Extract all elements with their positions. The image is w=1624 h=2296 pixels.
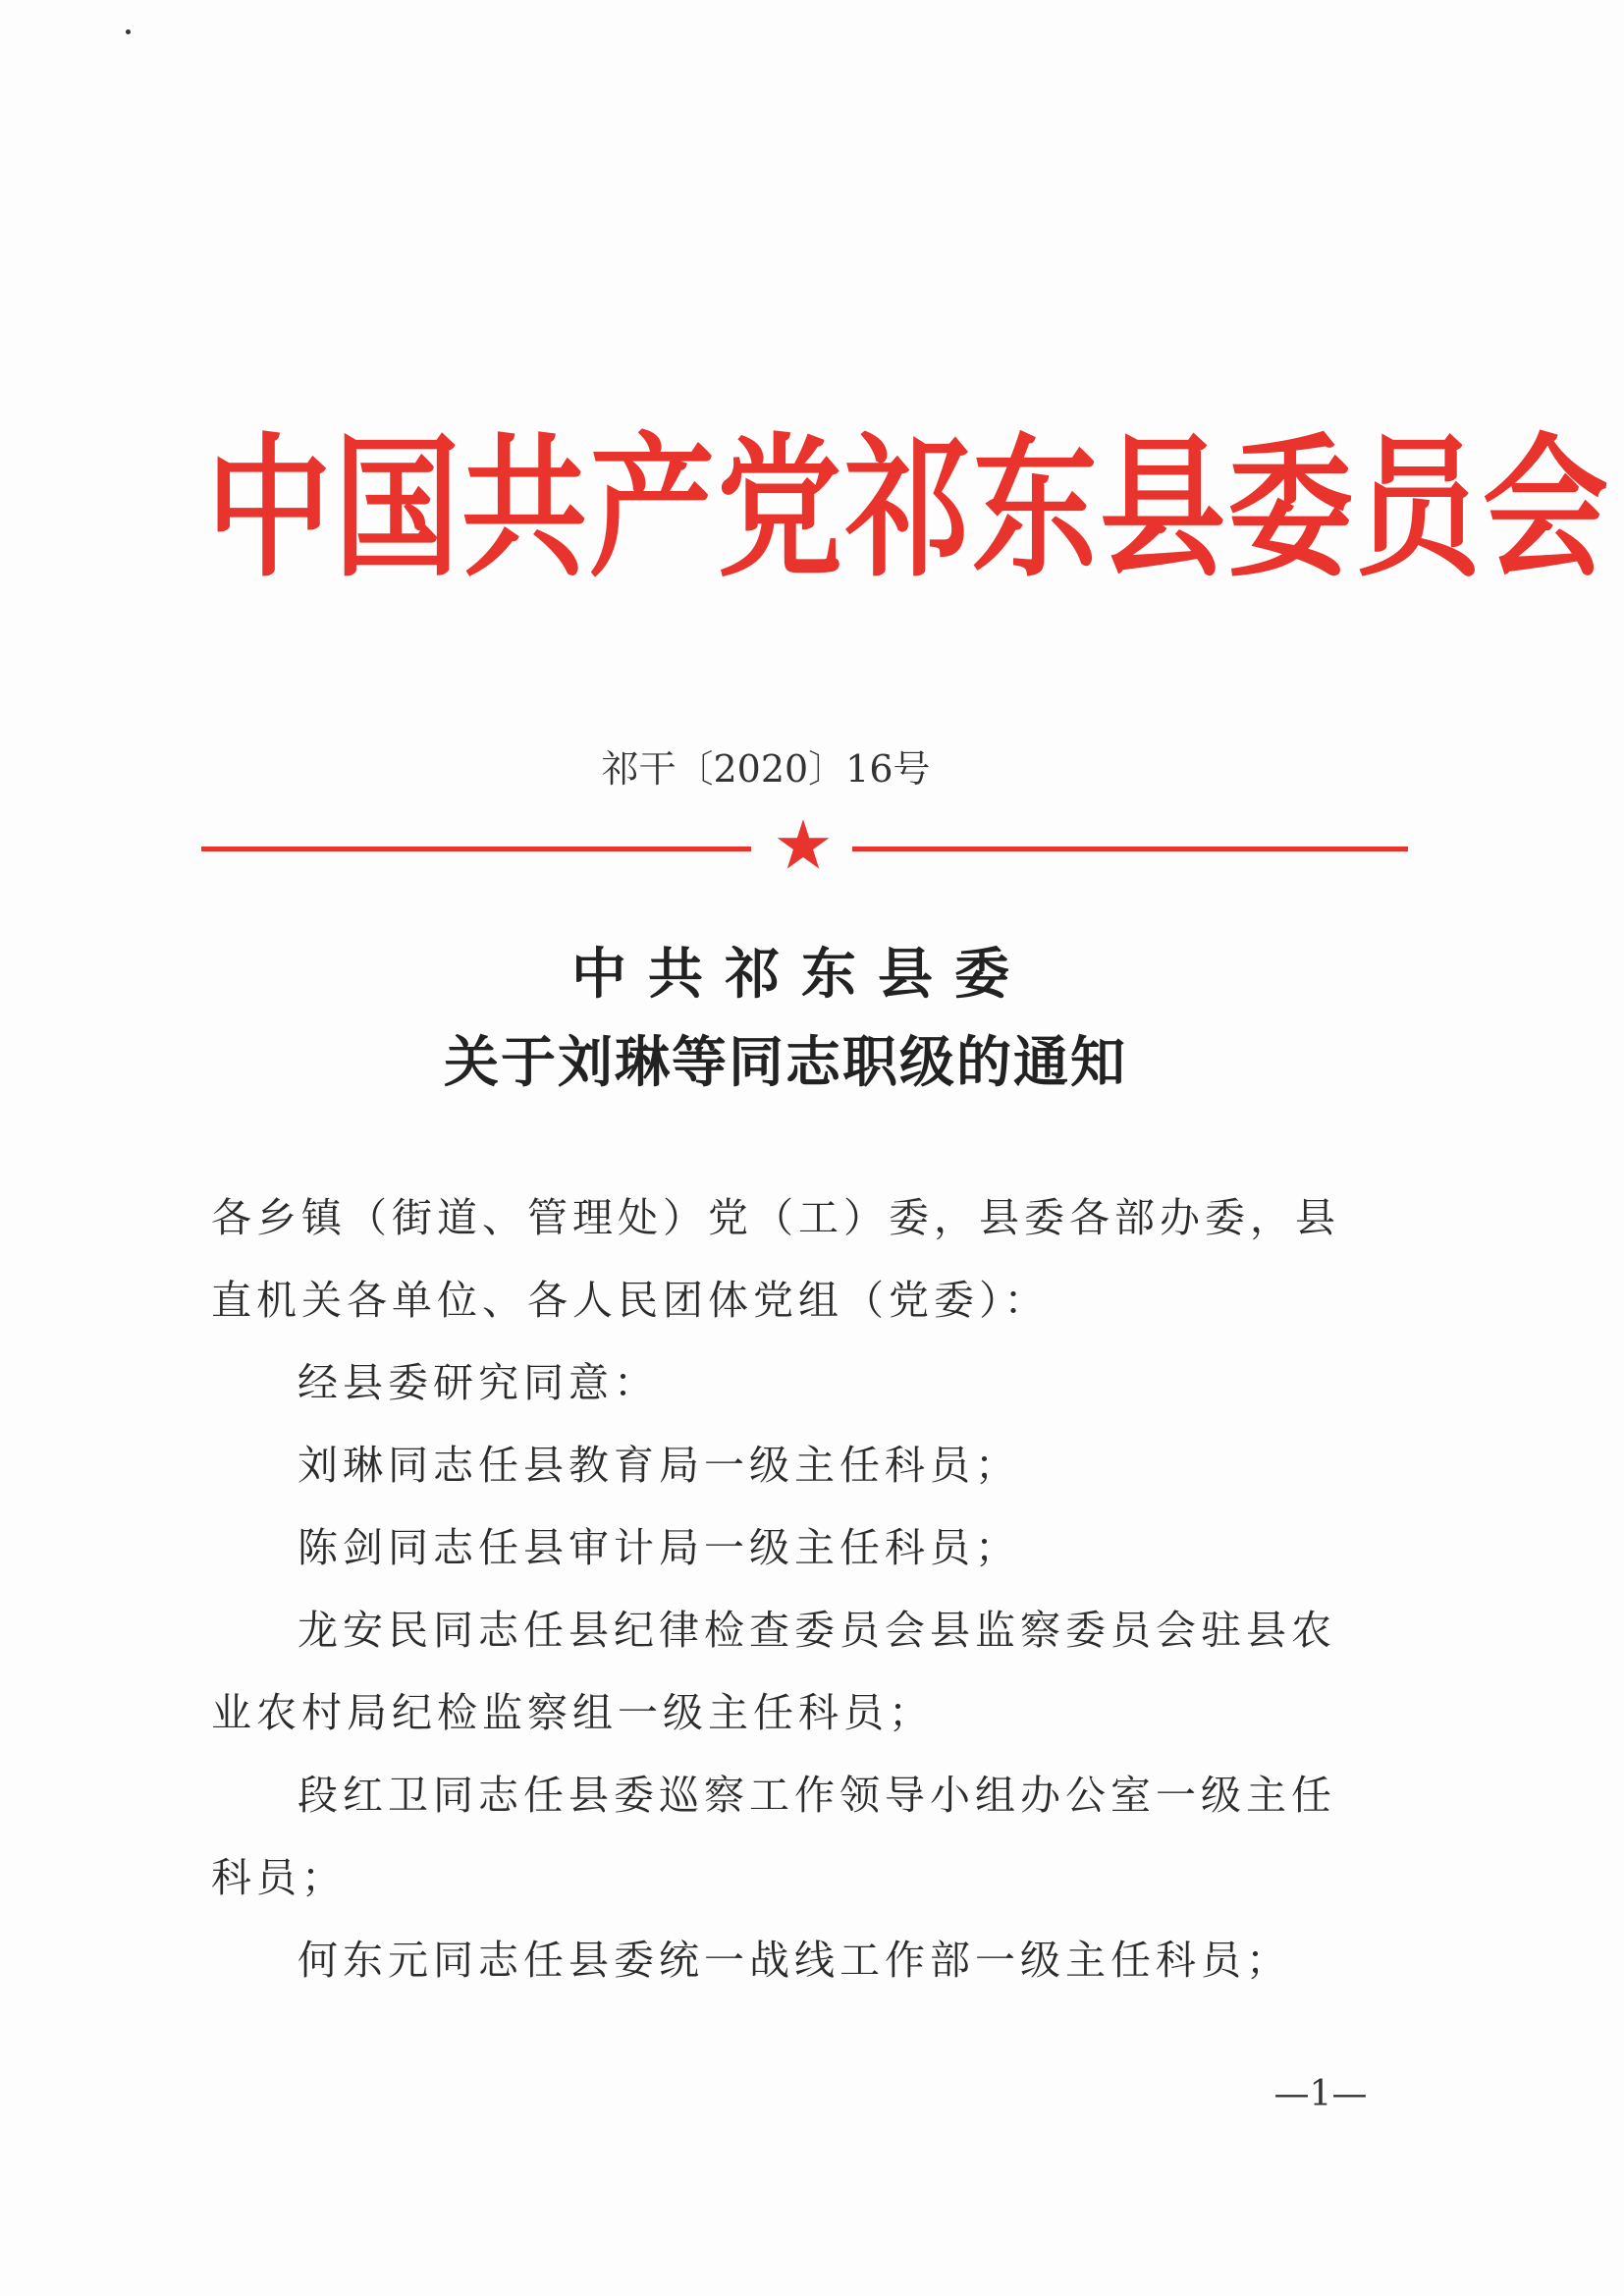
appointment-item: 段红卫同志任县委巡察工作领导小组办公室一级主任科员；	[211, 1772, 1336, 1901]
appointment-item: 何东元同志任县委统一战线工作部一级主任科员；	[298, 1937, 1291, 1984]
notice-title-line-1: 中共祁东县委	[571, 942, 1031, 1007]
notice-title-line-2: 关于刘琳等同志职级的通知	[444, 1030, 1127, 1095]
appointment-item: 陈剑同志任县审计局一级主任科员；	[298, 1524, 1020, 1571]
red-divider-right	[852, 847, 1408, 851]
notice-body	[211, 1176, 1375, 2001]
page-number: —1—	[1273, 2074, 1368, 2114]
appointment-item: 龙安民同志任县纪律检查委员会县监察委员会驻县农业农村局纪检监察组一级主任科员；	[211, 1607, 1336, 1736]
red-divider-left	[201, 847, 751, 851]
issuing-organization-title: 中国共产党祁东县委员会	[206, 418, 1611, 599]
red-star-icon	[776, 817, 831, 872]
document-number: 祁干〔2020〕16号	[601, 747, 931, 791]
intro-paragraph: 经县委研究同意：	[298, 1359, 659, 1406]
appointment-item: 刘琳同志任县教育局一级主任科员；	[298, 1442, 1020, 1489]
scan-speck	[126, 29, 131, 34]
recipients-paragraph: 各乡镇（街道、管理处）党（工）委，县委各部办委，县直机关各单位、各人民团体党组（党委）：	[211, 1194, 1340, 1324]
